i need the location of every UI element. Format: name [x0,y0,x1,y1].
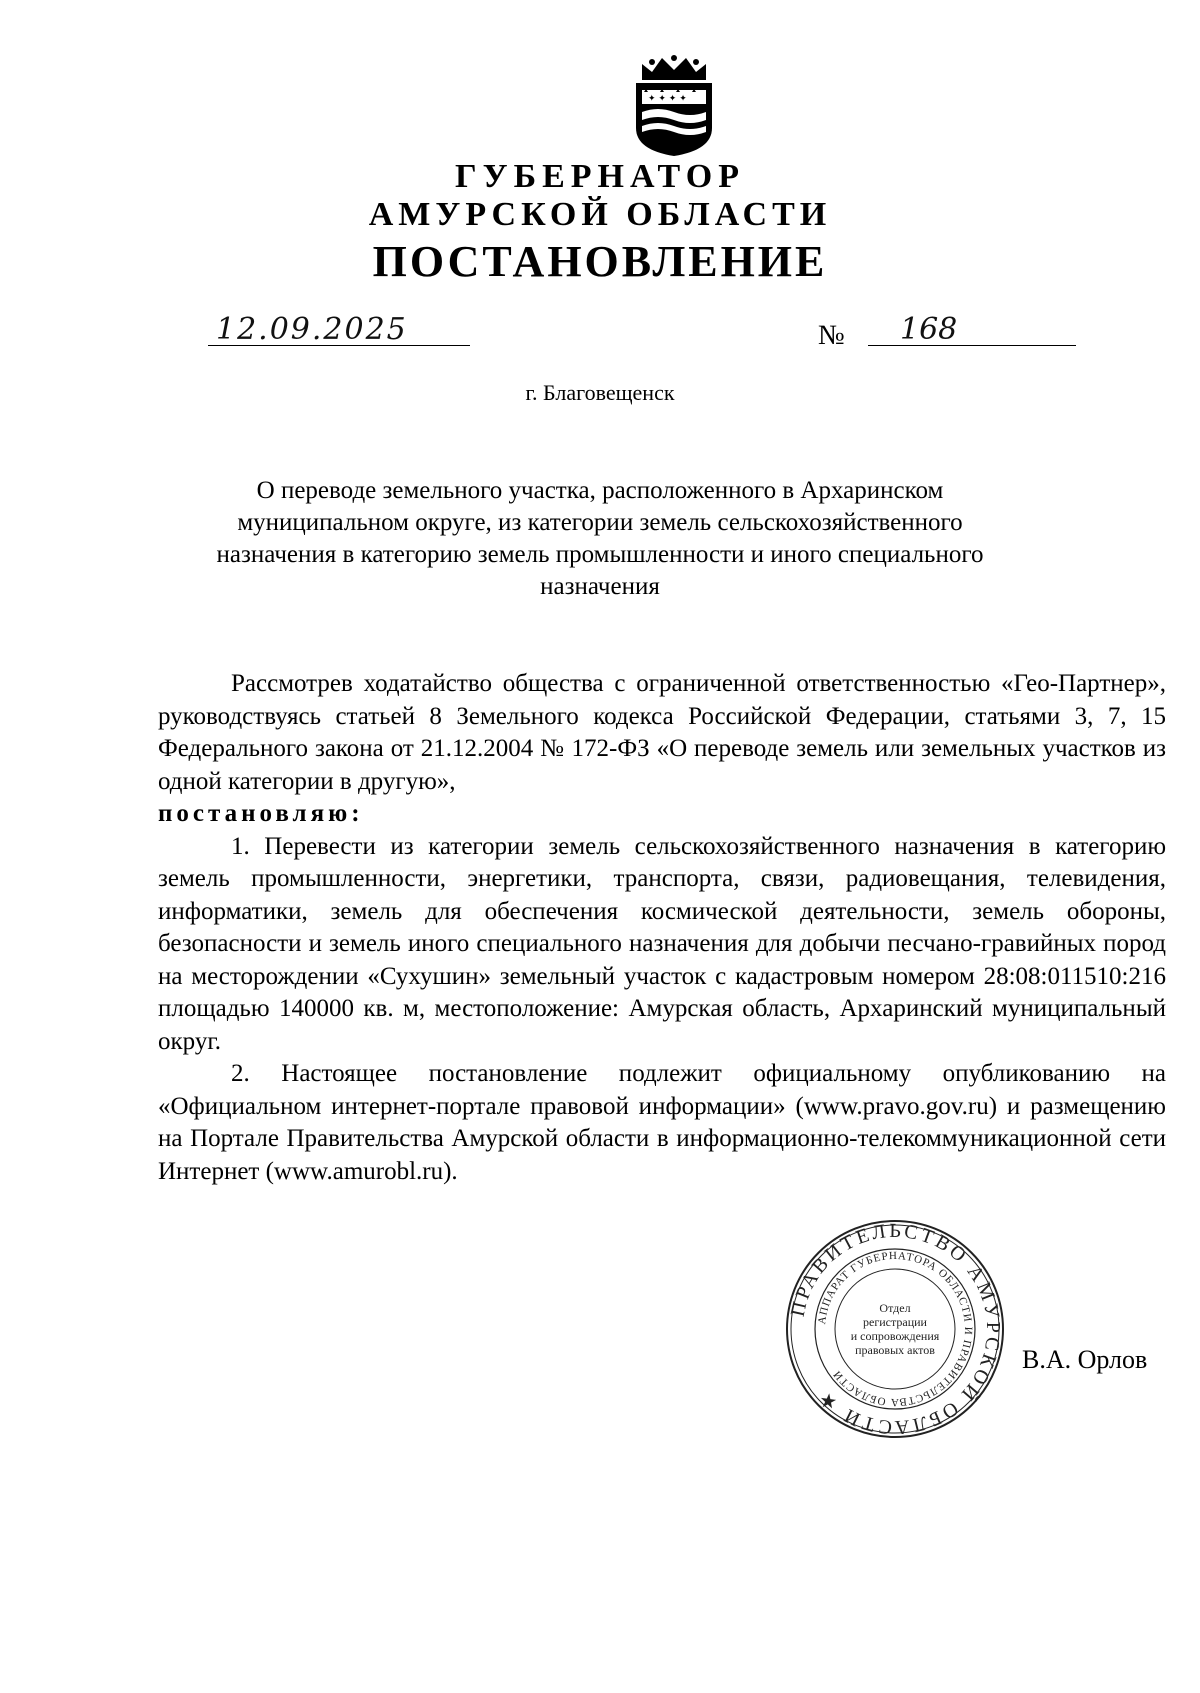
item-2-paragraph: 2. Настоящее постановление подлежит официальному опубликованию на «Официальном интернет-портале правовой информации» (www.pravo.gov.ru) и размещению на Портале Правительства Амурской области в информационно-телекоммуникационной сети Интернет (www.amurobl.ru). [158,1060,1166,1185]
issuer-title: ГУБЕРНАТОР [455,158,745,195]
document-date: 12.09.2025 [216,312,408,347]
title-line: назначения в категорию земель промышленности и иного специального [216,541,984,568]
date-underline [208,345,470,346]
preamble-paragraph: Рассмотрев ходатайство общества с ограниченной ответственностью «Гео-Партнер», руководствуясь статьей 8 Земельного кодекса Российской Федерации, статьями 3, 7, 15 Федерального закона от 21.12.2004 № 172-ФЗ «О переводе земель или земельных участков из одной категории в другую», [158,670,1166,795]
signer-name: В.А. Орлов [1022,1345,1148,1374]
svg-text:✦ ✦ ✦ ✦: ✦ ✦ ✦ ✦ [648,94,687,104]
document-type: ПОСТАНОВЛЕНИЕ [372,237,828,286]
official-seal-stamp [784,1218,1006,1440]
svg-text:ПРАВИТЕЛЬСТВО АМУРСКОЙ ОБЛАСТИ: ПРАВИТЕЛЬСТВО АМУРСКОЙ ОБЛАСТИ ★ [786,1219,1005,1439]
title-line: назначения [540,573,660,600]
title-line: О переводе земельного участка, расположенного в Архаринском [256,477,944,504]
issuer-region: АМУРСКОЙ ОБЛАСТИ [368,196,832,233]
number-underline [868,345,1076,346]
document-title [180,475,1020,603]
document-number: 168 [900,312,958,347]
title-line: муниципальном округе, из категории земель сельскохозяйственного [237,509,963,536]
coat-of-arms-emblem [624,50,724,160]
item-1-paragraph: 1. Перевести из категории земель сельскохозяйственного назначения в категорию земель промышленности, энергетики, транспорта, связи, радиовещания, телевидения, информатики, земель для обеспечения космической деятельности, земель обороны, безопасности и земель иного специального назначения для добычи песчано-гравийных пород на месторождении «Сухушин» земельный участок с кадастровым номером 28:08:011510:216 площадью 140000 кв. м, местоположение: Амурская область, Архаринский муниципальный округ. [158,832,1166,1055]
svg-text:и сопровождения: и сопровождения [850,1329,940,1343]
svg-text:АППАРАТ ГУБЕРНАТОРА ОБЛАСТИ И: АППАРАТ ГУБЕРНАТОРА ОБЛАСТИ И ПРАВИТЕЛЬСТВА ОБЛАСТИ [816,1249,975,1409]
number-sign: № [818,320,845,351]
city-name: г. Благовещенск [525,380,675,405]
svg-text:правовых актов: правовых актов [855,1343,935,1357]
decree-word: постановляю: [158,800,364,827]
document-body [158,668,1166,1188]
svg-text:регистрации: регистрации [863,1315,927,1329]
svg-text:Отдел: Отдел [879,1301,911,1315]
